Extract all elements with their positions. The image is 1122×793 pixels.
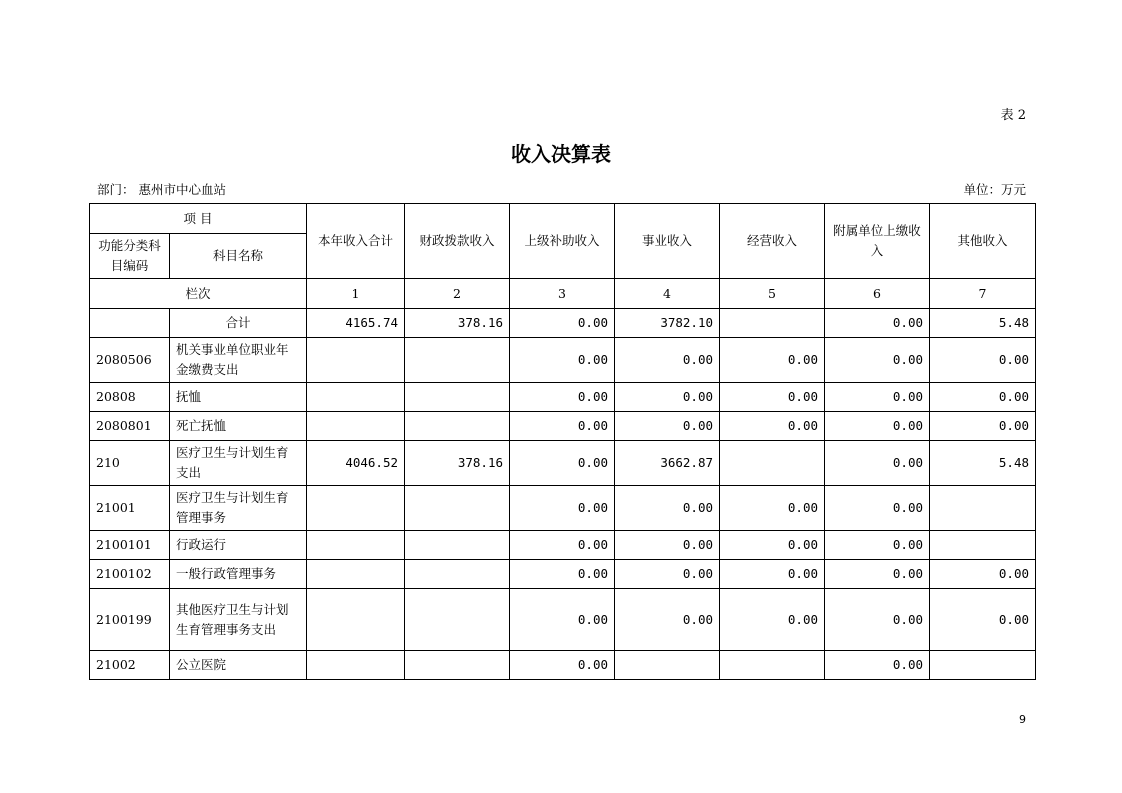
- amount-cell-affiliated: 0.00: [825, 560, 930, 589]
- total-cell: 5.48: [930, 309, 1036, 338]
- col-number: 7: [930, 279, 1036, 309]
- amount-cell-fiscal: [405, 560, 510, 589]
- amount-cell-operating: 0.00: [720, 338, 825, 383]
- col-number: 2: [405, 279, 510, 309]
- subject-name-cell: 行政运行: [170, 531, 307, 560]
- table-row: [90, 441, 1036, 486]
- total-cell: 4165.74: [307, 309, 405, 338]
- amount-cell-total: [307, 531, 405, 560]
- total-cell: 3782.10: [615, 309, 720, 338]
- amount-cell-business: 0.00: [615, 560, 720, 589]
- table-row: [90, 486, 1036, 531]
- function-code-cell: 210: [90, 441, 170, 486]
- amount-cell-operating: 0.00: [720, 531, 825, 560]
- header-total: 本年收入合计: [307, 204, 405, 279]
- amount-cell-other: 0.00: [930, 383, 1036, 412]
- amount-cell-total: [307, 383, 405, 412]
- header-project: 项 目: [90, 204, 307, 234]
- amount-cell-operating: 0.00: [720, 486, 825, 531]
- function-code-cell: 21002: [90, 651, 170, 680]
- amount-cell-superior: 0.00: [510, 441, 615, 486]
- page-title: 收入决算表: [511, 142, 611, 166]
- amount-cell-superior: 0.00: [510, 560, 615, 589]
- amount-cell-total: [307, 589, 405, 651]
- function-code-cell: 21001: [90, 486, 170, 531]
- function-code-cell: 2100102: [90, 560, 170, 589]
- amount-cell-business: 0.00: [615, 338, 720, 383]
- amount-cell-other: [930, 486, 1036, 531]
- amount-cell-affiliated: 0.00: [825, 651, 930, 680]
- amount-cell-other: [930, 531, 1036, 560]
- header-superior: 上级补助收入: [510, 204, 615, 279]
- amount-cell-superior: 0.00: [510, 651, 615, 680]
- amount-cell-superior: 0.00: [510, 531, 615, 560]
- amount-cell-other: 5.48: [930, 441, 1036, 486]
- amount-cell-operating: 0.00: [720, 412, 825, 441]
- amount-cell-superior: 0.00: [510, 338, 615, 383]
- col-number: 6: [825, 279, 930, 309]
- header-affiliated: 附属单位上缴收入: [825, 204, 930, 279]
- amount-cell-superior: 0.00: [510, 383, 615, 412]
- subject-name-cell: 医疗卫生与计划生育管理事务: [170, 486, 307, 531]
- amount-cell-total: [307, 486, 405, 531]
- col-number: 4: [615, 279, 720, 309]
- header-fiscal: 财政拨款收入: [405, 204, 510, 279]
- subject-name-cell: 一般行政管理事务: [170, 560, 307, 589]
- amount-cell-other: 0.00: [930, 589, 1036, 651]
- amount-cell-fiscal: [405, 412, 510, 441]
- subject-name-cell: 抚恤: [170, 383, 307, 412]
- amount-cell-fiscal: [405, 589, 510, 651]
- header-other: 其他收入: [930, 204, 1036, 279]
- amount-cell-affiliated: 0.00: [825, 338, 930, 383]
- amount-cell-business: [615, 651, 720, 680]
- col-number: 5: [720, 279, 825, 309]
- amount-cell-affiliated: 0.00: [825, 531, 930, 560]
- col-number: 1: [307, 279, 405, 309]
- amount-cell-total: [307, 560, 405, 589]
- amount-cell-business: 0.00: [615, 383, 720, 412]
- table-row: [90, 651, 1036, 680]
- unit-label: 单位：万元: [963, 182, 1026, 197]
- amount-cell-affiliated: 0.00: [825, 589, 930, 651]
- total-label: 合计: [170, 309, 307, 338]
- total-cell: 0.00: [510, 309, 615, 338]
- amount-cell-operating: 0.00: [720, 383, 825, 412]
- header-func-code: 功能分类科目编码: [90, 234, 170, 279]
- amount-cell-other: [930, 651, 1036, 680]
- amount-cell-business: 0.00: [615, 486, 720, 531]
- amount-cell-superior: 0.00: [510, 412, 615, 441]
- table-row: [90, 560, 1036, 589]
- total-code: [90, 309, 170, 338]
- table-row: [90, 412, 1036, 441]
- col-number: 3: [510, 279, 615, 309]
- function-code-cell: 2080506: [90, 338, 170, 383]
- amount-cell-total: [307, 338, 405, 383]
- amount-cell-other: 0.00: [930, 412, 1036, 441]
- amount-cell-operating: 0.00: [720, 589, 825, 651]
- amount-cell-fiscal: [405, 486, 510, 531]
- amount-cell-superior: 0.00: [510, 486, 615, 531]
- table-number: 表 2: [1000, 108, 1026, 123]
- amount-cell-business: 3662.87: [615, 441, 720, 486]
- amount-cell-affiliated: 0.00: [825, 486, 930, 531]
- function-code-cell: 2100101: [90, 531, 170, 560]
- amount-cell-business: 0.00: [615, 589, 720, 651]
- page-number: 9: [1019, 713, 1026, 726]
- total-cell: [720, 309, 825, 338]
- amount-cell-fiscal: [405, 383, 510, 412]
- amount-cell-business: 0.00: [615, 531, 720, 560]
- amount-cell-total: 4046.52: [307, 441, 405, 486]
- amount-cell-fiscal: [405, 651, 510, 680]
- amount-cell-affiliated: 0.00: [825, 383, 930, 412]
- amount-cell-total: [307, 651, 405, 680]
- header-business: 事业收入: [615, 204, 720, 279]
- subject-name-cell: 机关事业单位职业年金缴费支出: [170, 338, 307, 383]
- amount-cell-fiscal: 378.16: [405, 441, 510, 486]
- amount-cell-total: [307, 412, 405, 441]
- function-code-cell: 20808: [90, 383, 170, 412]
- table-row: [90, 589, 1036, 651]
- amount-cell-fiscal: [405, 338, 510, 383]
- subject-name-cell: 死亡抚恤: [170, 412, 307, 441]
- column-number-label: 栏次: [90, 279, 307, 309]
- total-cell: 0.00: [825, 309, 930, 338]
- table-row: [90, 531, 1036, 560]
- subject-name-cell: 其他医疗卫生与计划生育管理事务支出: [170, 589, 307, 651]
- table-row: [90, 383, 1036, 412]
- function-code-cell: 2080801: [90, 412, 170, 441]
- amount-cell-operating: [720, 651, 825, 680]
- amount-cell-other: 0.00: [930, 338, 1036, 383]
- department-label: 部门： 惠州市中心血站: [97, 182, 226, 197]
- total-cell: 378.16: [405, 309, 510, 338]
- table-row: [90, 338, 1036, 383]
- subject-name-cell: 公立医院: [170, 651, 307, 680]
- amount-cell-superior: 0.00: [510, 589, 615, 651]
- amount-cell-affiliated: 0.00: [825, 412, 930, 441]
- amount-cell-fiscal: [405, 531, 510, 560]
- amount-cell-operating: 0.00: [720, 560, 825, 589]
- amount-cell-business: 0.00: [615, 412, 720, 441]
- total-row: [90, 309, 1036, 338]
- amount-cell-affiliated: 0.00: [825, 441, 930, 486]
- amount-cell-operating: [720, 441, 825, 486]
- function-code-cell: 2100199: [90, 589, 170, 651]
- subject-name-cell: 医疗卫生与计划生育支出: [170, 441, 307, 486]
- header-operating: 经营收入: [720, 204, 825, 279]
- income-table: [89, 203, 1036, 680]
- amount-cell-other: 0.00: [930, 560, 1036, 589]
- header-subject-name: 科目名称: [170, 234, 307, 279]
